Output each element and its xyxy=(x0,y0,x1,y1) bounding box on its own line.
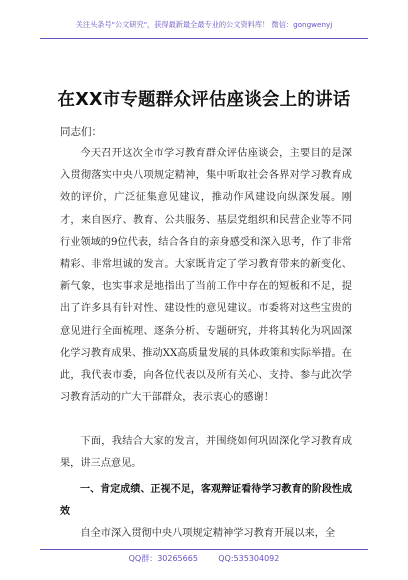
header-note: 关注头条号"公文研究"，获得最新最全最专业的公文资料库！ 微信：gongwenyj xyxy=(75,20,333,29)
body-paragraph-1: 今天召开这次全市学习教育群众评估座谈会，主要目的是深入贯彻落实中央八项规定精神，集中听取社会各界对学习教育成效的评价，广泛征集意见建议，推动作风建设向纵深发展。刚才，来自医疗、教育、公共服务、基层党组织和民营企业等不同行业领域的9位代表，结合各自的亲身感受和深入思考，作了非常精彩、非常坦诚的发言。大家既肯定了学习教育带来的新变化、新气象，也实事求是地指出了当前工作中存在的短板和不足，提出了许多具有针对性、建设性的意见建议。市委将对这些宝贵的意见进行全面梳理、逐条分析、专题研究，并将其转化为巩固深化学习教育成果、推动XX高质量发展的具体政策和实际举措。在此，我代表市委，向各位代表以及所有关心、支持、参与此次学习教育活动的广大干部群众，表示衷心的感谢！ xyxy=(60,148,352,404)
salutation: 同志们： xyxy=(60,126,102,138)
body-paragraph-3: 自全市深入贯彻中央八项规定精神学习教育开展以来，全 xyxy=(80,528,336,539)
header-divider xyxy=(40,38,368,39)
section-heading-1: 一、肯定成绩、正视不足，客观辩证看待学习教育的阶段性成效 xyxy=(60,484,352,518)
document-title: 在XX市专题群众评估座谈会上的讲话 xyxy=(57,90,351,110)
footer-divider xyxy=(40,549,368,550)
body-paragraph-2: 下面，我结合大家的发言，并围绕如何巩固深化学习教育成果，讲三点意见。 xyxy=(60,436,352,470)
footer-note: QQ群：30265665 QQ:535304092 xyxy=(128,554,280,563)
